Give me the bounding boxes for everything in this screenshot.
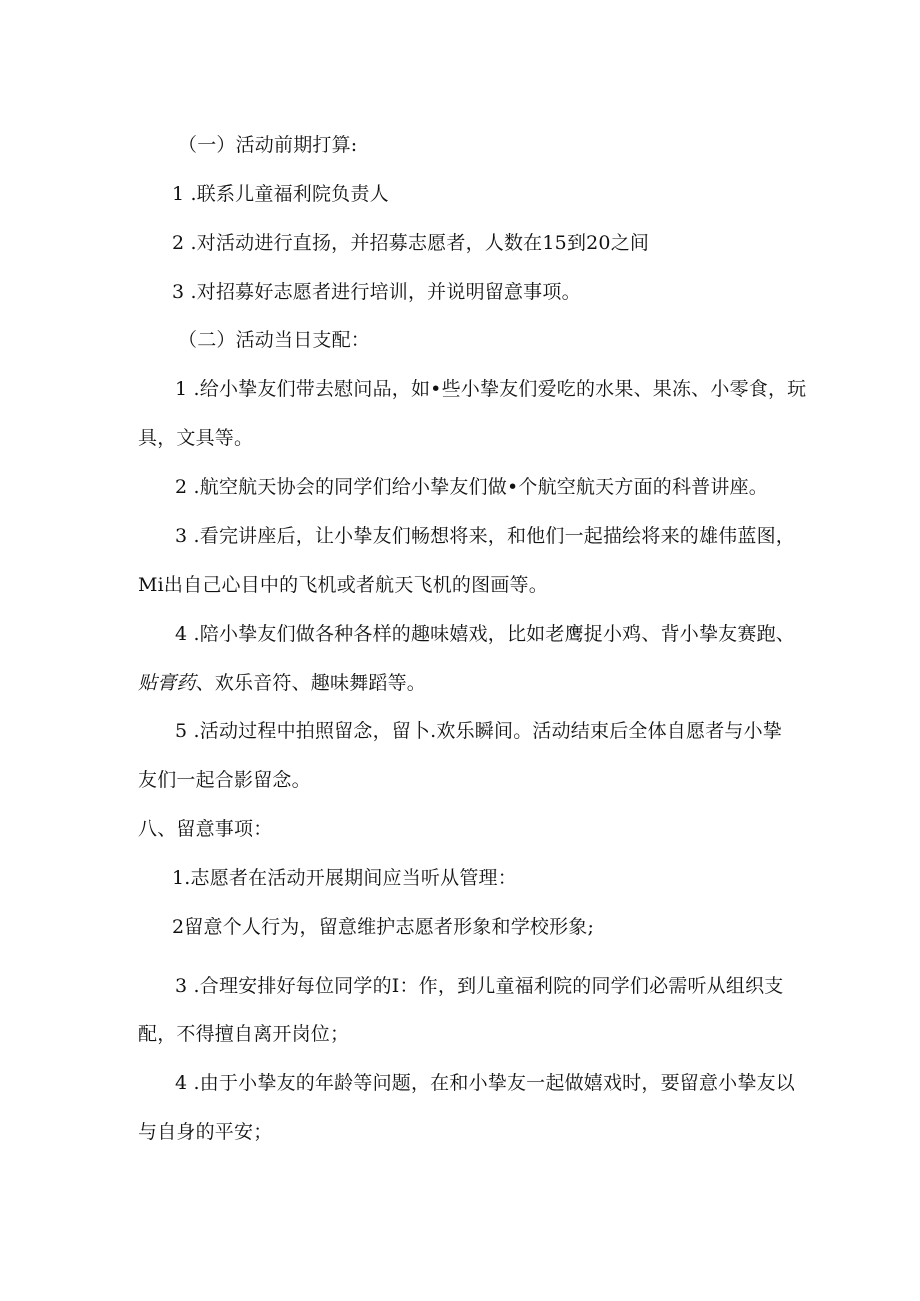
section2-item-5-line-1: 5 .活动过程中拍照留念，留卜.欢乐瞬间。活动结束后全体自愿者与小挚 bbox=[175, 720, 783, 742]
section8-item-3-line-1: 3 .合理安排好每位同学的I：作，到儿童福利院的同学们必需听从组织支 bbox=[175, 975, 784, 997]
section8-item-4-line-2: 与自身的平安； bbox=[138, 1121, 273, 1143]
section8-item-2: 2留意个人行为，留意维护志愿者形象和学校形象; bbox=[172, 916, 595, 938]
section1-item-3: 3 .对招募好志愿者进行培训，并说明留意事项。 bbox=[172, 281, 581, 303]
section8-item-4-line-1: 4 .由于小挚友的年龄等问题，在和小挚友一起做嬉戏时，要留意小挚友以 bbox=[175, 1072, 795, 1094]
section2-item-3-line-2: Mi出自己心目中的飞机或者航天飞机的图画等。 bbox=[138, 574, 548, 596]
section1-item-1: 1 .联系儿童福利院负责人 bbox=[172, 183, 389, 205]
section2-item-4-line-1: 4 .陪小挚友们做各种各样的趣味嬉戏，比如老鹰捉小鸡、背小挚友赛跑、 bbox=[175, 623, 795, 645]
section1-heading: （一）活动前期打算: bbox=[178, 134, 358, 156]
italic-text: 贴膏药 bbox=[138, 672, 196, 694]
item-text: 、欢乐音符、趣味舞蹈等。 bbox=[195, 672, 427, 694]
section8-heading: 八、留意事项： bbox=[138, 818, 273, 840]
section1-item-2: 2 .对活动进行直扬，并招募志愿者，人数在15到20之间 bbox=[172, 232, 650, 254]
section2-item-1-line-1: 1 .给小挚友们带去慰问品，如•些小挚友们爱吃的水果、果冻、小零食，玩 bbox=[175, 378, 807, 400]
section8-item-3-line-2: 配，不得擅自离开岗位； bbox=[138, 1023, 350, 1045]
section2-item-5-line-2: 友们一起合影留念。 bbox=[138, 769, 311, 791]
section2-heading: （二）活动当日支配： bbox=[178, 329, 371, 351]
section2-item-1-line-2: 具，文具等。 bbox=[138, 427, 254, 449]
section2-item-4-line-2 bbox=[138, 671, 426, 695]
section8-item-1: 1.志愿者在活动开展期间应当听从管理： bbox=[172, 867, 517, 889]
section2-item-3-line-1: 3 .看完讲座后，让小挚友们畅想将来，和他们一起描绘将来的雄伟蓝图， bbox=[175, 525, 795, 547]
section2-item-2-line-1: 2 .航空航天协会的同学们给小挚友们做•个航空航天方面的科普讲座。 bbox=[175, 476, 768, 498]
